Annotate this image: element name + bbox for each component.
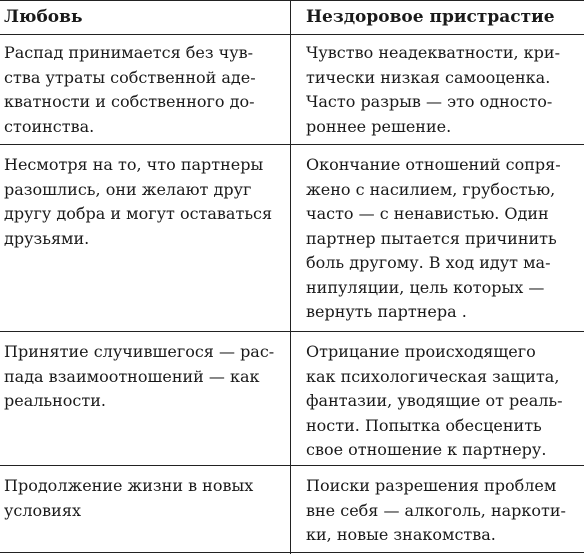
cell-line: вне себя — алкоголь, наркоти-: [306, 500, 566, 520]
cell-line: Часто разрыв — это односто-: [306, 92, 553, 111]
row-divider: [0, 144, 584, 145]
table-cell-addiction-4: [306, 474, 566, 548]
cell-line: боль другому. В ход идут ма-: [306, 253, 551, 272]
cell-line: ки, новые знакомства.: [306, 525, 496, 544]
table-cell-love-2: [4, 153, 272, 251]
header-divider: [0, 34, 584, 35]
cell-line: Продолжение жизни в новых: [4, 476, 254, 495]
cell-line: Поиски разрешения проблем: [306, 476, 557, 495]
cell-line: вернуть партнера .: [306, 302, 467, 321]
column-divider: [290, 0, 291, 554]
cell-line: как психологическая защита,: [306, 366, 560, 386]
cell-line: кватности и собственного до-: [4, 92, 255, 111]
row-divider: [0, 465, 584, 466]
cell-line: роннее решение.: [306, 116, 452, 136]
cell-line: условиях: [4, 500, 81, 520]
table-cell-love-1: [4, 41, 256, 139]
cell-line: другу добра и могут оставаться: [4, 204, 273, 223]
cell-line: нипуляции, цель которых —: [306, 277, 545, 297]
cell-line: партнер пытается причинить: [306, 228, 557, 248]
cell-line: ства утраты собственной аде-: [4, 67, 256, 87]
table-cell-addiction-1: [306, 41, 560, 139]
cell-line: Распад принимается без чув-: [4, 43, 254, 62]
table-bottom-border: [0, 552, 584, 553]
cell-line: разошлись, они желают друг: [4, 179, 252, 199]
table-cell-love-3: [4, 340, 274, 414]
cell-line: стоинства.: [4, 116, 95, 136]
cell-line: фантазии, уводящие от реаль-: [306, 391, 563, 410]
cell-line: реальности.: [4, 391, 106, 410]
cell-line: ности. Попытка обесценить: [306, 415, 542, 435]
column-header-addiction: Нездоровое пристрастие: [306, 7, 555, 27]
cell-line: Принятие случившегося — рас-: [4, 342, 275, 361]
cell-line: Несмотря на то, что партнеры: [4, 155, 264, 174]
cell-line: пада взаимоотношений — как: [4, 366, 260, 386]
cell-line: Чувство неадекватности, кри-: [306, 43, 560, 62]
cell-line: свое отношение к партнеру.: [306, 440, 547, 459]
cell-line: друзьями.: [4, 228, 90, 248]
cell-line: Отрицание происходящего: [306, 342, 536, 361]
table-cell-love-4: [4, 474, 253, 523]
cell-line: тически низкая самооценка.: [306, 67, 551, 87]
row-divider: [0, 331, 584, 332]
cell-line: Окончание отношений сопря-: [306, 155, 561, 174]
cell-line: жено с насилием, грубостью,: [306, 179, 556, 199]
table-cell-addiction-2: [306, 153, 561, 325]
table-cell-addiction-3: [306, 340, 563, 463]
cell-line: часто — с ненавистью. Один: [306, 204, 549, 223]
column-header-love: Любовь: [4, 7, 83, 27]
